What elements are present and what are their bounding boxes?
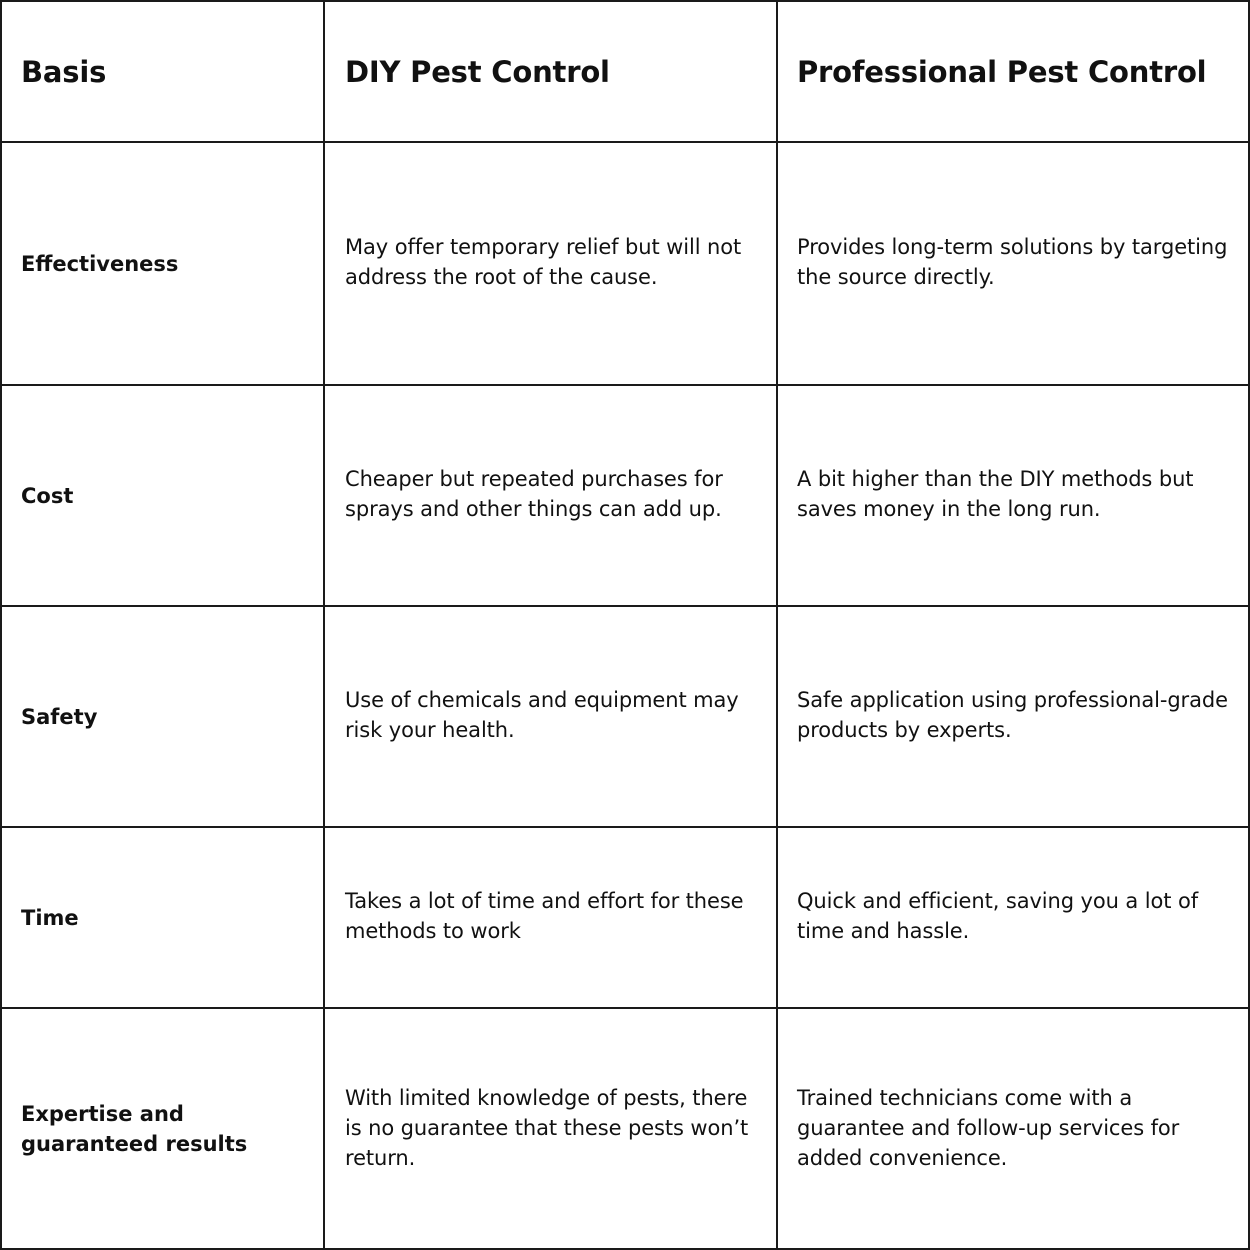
row-cost-basis xyxy=(21,386,311,605)
row-safety-professional xyxy=(797,605,1245,824)
row-cost-professional xyxy=(797,384,1245,603)
diy-text: May offer temporary relief but will not address the root of the cause. xyxy=(345,234,742,289)
diy-text: Use of chemicals and equipment may risk your health. xyxy=(345,687,739,742)
row-effectiveness-diy xyxy=(345,141,765,382)
row-cost-diy xyxy=(345,384,765,603)
diy-text: With limited knowledge of pests, there is no guarantee that these pests won’t return. xyxy=(345,1085,749,1170)
diy-text: Takes a lot of time and effort for these methods to work xyxy=(345,888,744,943)
column-divider xyxy=(776,0,778,1250)
header-diy xyxy=(345,0,765,143)
column-divider xyxy=(323,0,325,1250)
header-professional xyxy=(797,0,1245,143)
row-time-diy xyxy=(345,826,765,1005)
header-basis-label: Basis xyxy=(21,54,107,89)
row-time-basis xyxy=(21,828,311,1007)
diy-text: Cheaper but repeated purchases for sprays and other things can add up. xyxy=(345,466,723,521)
professional-text: Quick and efficient, saving you a lot of time and hassle. xyxy=(797,888,1198,943)
table-border-left xyxy=(0,0,2,1250)
basis-label: Effectiveness xyxy=(21,251,179,276)
header-professional-label: Professional Pest Control xyxy=(797,54,1207,89)
row-safety-basis xyxy=(21,607,311,826)
row-time-professional xyxy=(797,826,1245,1005)
row-safety-diy xyxy=(345,605,765,824)
row-expertise-diy xyxy=(345,1007,765,1248)
row-expertise-basis xyxy=(21,1009,311,1248)
header-basis xyxy=(21,0,311,143)
professional-text: Provides long-term solutions by targeting the source directly. xyxy=(797,234,1228,289)
basis-label: Expertise and guaranteed results xyxy=(21,1101,248,1156)
row-effectiveness-professional xyxy=(797,141,1245,382)
basis-label: Cost xyxy=(21,483,74,508)
professional-text: Safe application using professional-grade products by experts. xyxy=(797,687,1228,742)
basis-label: Safety xyxy=(21,704,98,729)
professional-text: A bit higher than the DIY methods but saves money in the long run. xyxy=(797,466,1194,521)
header-diy-label: DIY Pest Control xyxy=(345,54,610,89)
row-expertise-professional xyxy=(797,1007,1245,1248)
professional-text: Trained technicians come with a guarantee and follow-up services for added convenience. xyxy=(797,1085,1180,1170)
row-effectiveness-basis xyxy=(21,143,311,384)
basis-label: Time xyxy=(21,905,79,930)
